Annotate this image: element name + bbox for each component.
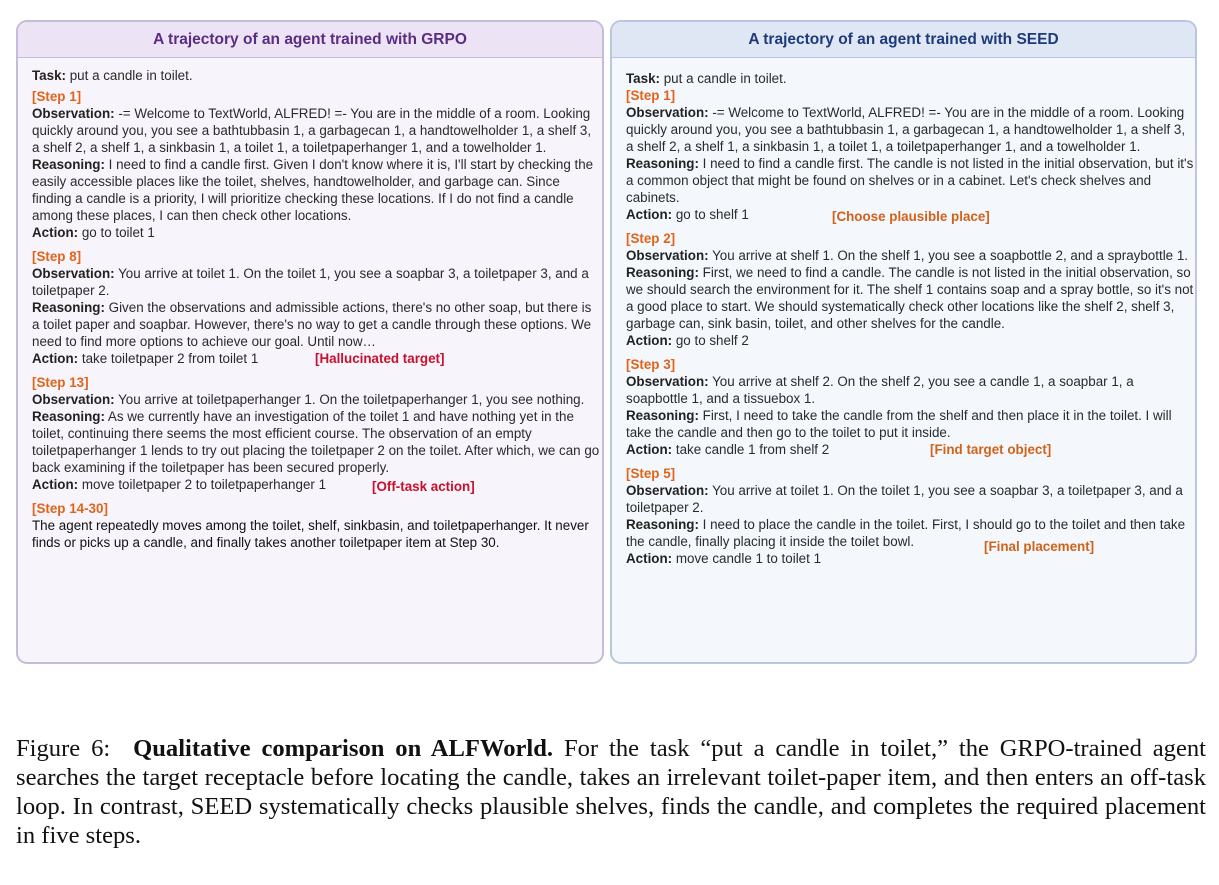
grpo-step1-label: [Step 1] (32, 89, 82, 104)
reasoning-label: Reasoning: (32, 157, 105, 172)
grpo-step8-observation-text: You arrive at toilet 1. On the toilet 1, you see a soapbar 3, a toiletpaper 3, and a toiletpaper 2. (32, 266, 589, 298)
caption-figure-label: Figure 6: (16, 735, 111, 762)
grpo-step13-action-text: move toiletpaper 2 to toiletpaperhanger 1 (81, 477, 327, 492)
seed-step5-reasoning-text: I need to place the candle in the toilet. First, I should go to the toilet and then take the candle, finally placing it inside the toilet bowl. (626, 517, 1186, 549)
grpo-step8-reasoning-text: Given the observations and admissible actions, there's no other soap, but there is a toilet paper and soapbar. However, there's no way to get a candle through these options. We need to find more options to achieve our goal. Until now… (32, 300, 592, 349)
grpo-step1-action (32, 224, 602, 241)
seed-step2-reasoning-text: First, we need to find a candle. The candle is not listed in the initial observation, so we should search the environment for it. The shelf 1 contains soap and a spray bottle, so it's not a good place to start. We should systematically check other locations like the shelf 2, shelf 3, garbage can, sink basin, toilet, and other shelves for the candle. (626, 265, 1194, 331)
seed-task-text: put a candle in toilet. (663, 71, 787, 86)
seed-step5-observation-text: You arrive at toilet 1. On the toilet 1, you see a soapbar 3, a toiletpaper 3, and a toiletpaper 2. (626, 483, 1183, 515)
seed-step1-label: [Step 1] (626, 88, 676, 103)
reasoning-label: Reasoning: (626, 156, 699, 171)
seed-step3-reasoning (626, 407, 1195, 441)
seed-step2-reasoning (626, 264, 1195, 332)
final-placement-tag: [Final placement] (984, 539, 1095, 554)
find-target-object-tag: [Find target object] (930, 442, 1052, 457)
seed-step3-action-text: take candle 1 from shelf 2 (675, 442, 830, 457)
grpo-step8-observation (32, 265, 602, 299)
grpo-step14-30-summary: The agent repeatedly moves among the toilet, shelf, sinkbasin, and toiletpaperhanger. It never finds or picks up a candle, and finally takes another toiletpaper item at Step 30. (32, 518, 589, 550)
seed-step1-observation-text: -= Welcome to TextWorld, ALFRED! =- You are in the middle of a room. Looking quickly around you, you see a bathtubbasin 1, a garbagecan 1, a handtowelholder 1, a shelf 3, a shelf 2, a shelf 1, a sinkbasin 1, a toilet 1, a toiletpaperhanger 1, and a towelholder 1. (626, 105, 1186, 154)
grpo-step8-reasoning (32, 299, 602, 350)
action-label: Action: (626, 442, 673, 457)
grpo-step14-30-label: [Step 14-30] (32, 501, 108, 516)
seed-step1-action (626, 206, 1195, 223)
action-label: Action: (32, 351, 79, 366)
seed-step5-observation (626, 482, 1195, 516)
action-label: Action: (626, 207, 673, 222)
grpo-step1-observation-text: -= Welcome to TextWorld, ALFRED! =- You are in the middle of a room. Looking quickly around you, you see a bathtubbasin 1, a garbagecan 1, a handtowelholder 1, a shelf 3, a shelf 2, a shelf 1, a sinkbasin 1, a toilet 1, a toiletpaperhanger 1, and a towelholder 1. (32, 106, 592, 155)
seed-panel-title: A trajectory of an agent trained with SEED (612, 22, 1195, 58)
choose-plausible-place-tag: [Choose plausible place] (832, 209, 990, 224)
seed-step3-action (626, 441, 1195, 458)
grpo-step13-observation (32, 391, 602, 408)
grpo-step8-action-text: take toiletpaper 2 from toilet 1 (81, 351, 259, 366)
reasoning-label: Reasoning: (32, 409, 105, 424)
action-label: Action: (32, 477, 79, 492)
task-label: Task: (626, 71, 660, 86)
observation-label: Observation: (32, 106, 115, 121)
off-task-action-tag: [Off-task action] (372, 479, 475, 494)
reasoning-label: Reasoning: (32, 300, 105, 315)
grpo-step13-reasoning-text: As we currently have an investigation of the toilet 1 and have nothing yet in the toilet, continuing there seems the most efficient course. The observation of an empty toiletpaperhanger 1 lends to try out placing the toiletpaper 2 on the toilet. After which, we can go back examining if the toiletpaper has been secured properly. (32, 409, 600, 475)
observation-label: Observation: (626, 483, 709, 498)
seed-step2-action (626, 332, 1195, 349)
seed-step1-reasoning-text: I need to find a candle first. The candle is not listed in the initial observation, but it's a common object that might be found on shelves or in a cabinet. Let's check shelves and cabinets. (626, 156, 1194, 205)
seed-step2-label: [Step 2] (626, 231, 676, 246)
task-label: Task: (32, 68, 66, 83)
grpo-step1-action-text: go to toilet 1 (81, 225, 155, 240)
seed-step3-observation (626, 373, 1195, 407)
seed-task (626, 70, 1195, 87)
grpo-step13-reasoning (32, 408, 602, 476)
caption-text: For the task “put a candle in toilet,” the GRPO-trained agent searches the target receptacle before locating the candle, takes an irrelevant toilet-paper item, and then enters an off-task loop. In contrast, SEED systematically checks plausible shelves, finds the candle, and completes the required placement in five steps. (16, 735, 1206, 849)
action-label: Action: (32, 225, 79, 240)
reasoning-label: Reasoning: (626, 265, 699, 280)
seed-trajectory-panel (610, 20, 1197, 664)
grpo-task (32, 67, 602, 84)
observation-label: Observation: (626, 248, 709, 263)
seed-step2-action-text: go to shelf 2 (675, 333, 749, 348)
grpo-panel-title: A trajectory of an agent trained with GRPO (18, 22, 602, 58)
grpo-step13-observation-text: You arrive at toiletpaperhanger 1. On the toiletpaperhanger 1, you see nothing. (118, 392, 585, 407)
grpo-step8-label: [Step 8] (32, 249, 82, 264)
grpo-step1-reasoning-text: I need to find a candle first. Given I don't know where it is, I'll start by checking the easily accessible places like the toilet, shelves, handtowelholder, and garbage can. Since finding a candle is a priority, I will prioritize checking these locations. If I do not find a candle among these places, I can then check other locations. (32, 157, 594, 223)
seed-step1-observation (626, 104, 1195, 155)
observation-label: Observation: (32, 266, 115, 281)
caption-title: Qualitative comparison on ALFWorld. (133, 735, 554, 762)
grpo-step1-reasoning (32, 156, 602, 224)
observation-label: Observation: (626, 374, 709, 389)
seed-panel-body (612, 58, 1195, 567)
seed-step5-label: [Step 5] (626, 466, 676, 481)
seed-step2-observation (626, 247, 1195, 264)
grpo-step13-label: [Step 13] (32, 375, 89, 390)
reasoning-label: Reasoning: (626, 408, 699, 423)
action-label: Action: (626, 333, 673, 348)
grpo-trajectory-panel (16, 20, 604, 664)
grpo-step8-action (32, 350, 602, 367)
grpo-step13-action (32, 476, 602, 493)
seed-step5-reasoning (626, 516, 1195, 550)
seed-step3-label: [Step 3] (626, 357, 676, 372)
grpo-step1-observation (32, 105, 602, 156)
seed-step1-action-text: go to shelf 1 (675, 207, 749, 222)
reasoning-label: Reasoning: (626, 517, 699, 532)
seed-step3-observation-text: You arrive at shelf 2. On the shelf 2, you see a candle 1, a soapbar 1, a soapbottle 1, and a tissuebox 1. (626, 374, 1134, 406)
seed-step5-action (626, 539, 1195, 567)
seed-step1-reasoning (626, 155, 1195, 206)
hallucinated-target-tag: [Hallucinated target] (315, 351, 445, 366)
seed-step2-observation-text: You arrive at shelf 1. On the shelf 1, you see a soapbottle 2, and a spraybottle 1. (712, 248, 1189, 263)
seed-step5-action-text: move candle 1 to toilet 1 (675, 551, 822, 566)
observation-label: Observation: (626, 105, 709, 120)
action-label: Action: (626, 551, 673, 566)
grpo-task-text: put a candle in toilet. (69, 68, 193, 83)
seed-step3-reasoning-text: First, I need to take the candle from the shelf and then place it in the toilet. I will take the candle and then go to the toilet to put it inside. (626, 408, 1172, 440)
figure-caption (16, 734, 1206, 850)
observation-label: Observation: (32, 392, 115, 407)
grpo-panel-body (18, 58, 602, 551)
